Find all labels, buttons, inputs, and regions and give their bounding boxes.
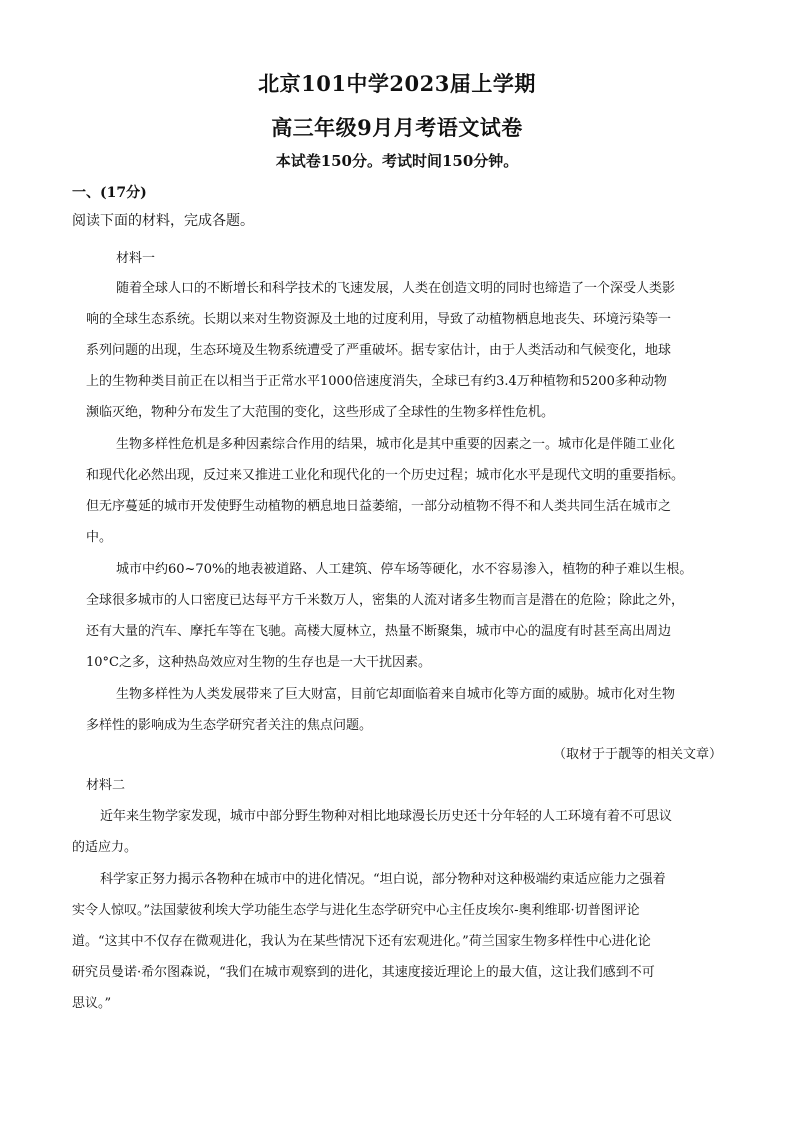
m1-p3-line3: 还有大量的汽车、摩托车等在飞驰。高楼大厦林立，热量不断聚集，城市中心的温度有时甚至高出周边	[86, 624, 672, 639]
m1-p1-line1: 随着全球人口的不断增长和科学技术的飞速发展，人类在创造文明的同时也缔造了一个深受人类影	[116, 281, 676, 296]
m1-p3-line1: 城市中约60~70%的地表被道路、人工建筑、停车场等硬化，水不容易渗入，植物的种子难以生根。	[116, 562, 693, 577]
m2-p1-line1: 近年来生物学家发现，城市中部分野生物种对相比地球漫长历史还十分年轻的人工环境有着不可思议	[100, 809, 673, 824]
m1-p4-line1: 生物多样性为人类发展带来了巨大财富，目前它却面临着来自城市化等方面的威胁。城市化对生物	[116, 687, 676, 702]
m1-p2-line4: 中。	[86, 530, 113, 545]
m1-p3-line4: 10°C之多，这种热岛效应对生物的生存也是一大干扰因素。	[86, 655, 431, 670]
m1-p1-line2: 响的全球生态系统。长期以来对生物资源及土地的过度利用，导致了动植物栖息地丧失、环境污染等一	[86, 312, 672, 327]
m2-p1-line2: 的适应力。	[72, 840, 138, 855]
exam-title-line1: 北京101中学2023届上学期	[258, 71, 536, 96]
m1-p1-line3: 系列问题的出现，生态环境及生物系统遭受了严重破坏。据专家估计，由于人类活动和气候变化，地球	[86, 343, 672, 358]
m2-p2-line1: 科学家正努力揭示各物种在城市中的进化情况。“坦白说，部分物种对这种极端约束适应能力之强着	[100, 872, 666, 887]
section-instruction: 阅读下面的材料，完成各题。	[72, 213, 254, 229]
m2-p2-line4: 研究员曼诺·希尔图森说，“我们在城市观察到的进化，其速度接近理论上的最大值，这让我们感到不可	[72, 965, 655, 980]
m2-p2-line3: 道。“这其中不仅存在微观进化，我认为在某些情况下还有宏观进化。”荷兰国家生物多样性中心进化论	[72, 934, 651, 949]
exam-title-line2: 高三年级9月月考语文试卷	[271, 115, 523, 140]
m2-p2-line5: 思议。”	[72, 996, 112, 1011]
m1-p1-line5: 濒临灭绝，物种分布发生了大范围的变化，这些形成了全球性的生物多样性危机。	[86, 405, 555, 420]
material2-label: 材料二	[86, 778, 126, 793]
m1-p2-line3: 但无序蔓延的城市开发使野生动植物的栖息地日益萎缩，一部分动植物不得不和人类共同生活在城市之	[86, 499, 672, 514]
material1-label: 材料一	[116, 251, 156, 266]
m1-p4-line2: 多样性的影响成为生态学研究者关注的焦点问题。	[86, 718, 373, 733]
m1-p1-line4: 上的生物种类目前正在以相当于正常水平1000倍速度消失，全球已有约3.4万种植物和5200多种动物	[86, 374, 667, 389]
m2-p2-line2: 实令人惊叹。”法国蒙彼利埃大学功能生态学与进化生态学研究中心主任皮埃尔-奥利维耶·切普图评论	[72, 903, 640, 918]
m1-p2-line2: 和现代化必然出现，反过来又推进工业化和现代化的一个历史过程；城市化水平是现代文明的重要指标。	[86, 468, 685, 483]
exam-subtitle: 本试卷150分。考试时间150分钟。	[275, 152, 519, 170]
section-heading: 一、(17分)	[72, 185, 147, 201]
m1-p3-line2: 全球很多城市的人口密度已达每平方千米数万人，密集的人流对诸多生物而言是潜在的危险；除此之外，	[86, 593, 685, 608]
material1-source: （取材于于靓等的相关文章）	[552, 747, 722, 762]
m1-p2-line1: 生物多样性危机是多种因素综合作用的结果，城市化是其中重要的因素之一。城市化是伴随工业化	[116, 437, 676, 452]
